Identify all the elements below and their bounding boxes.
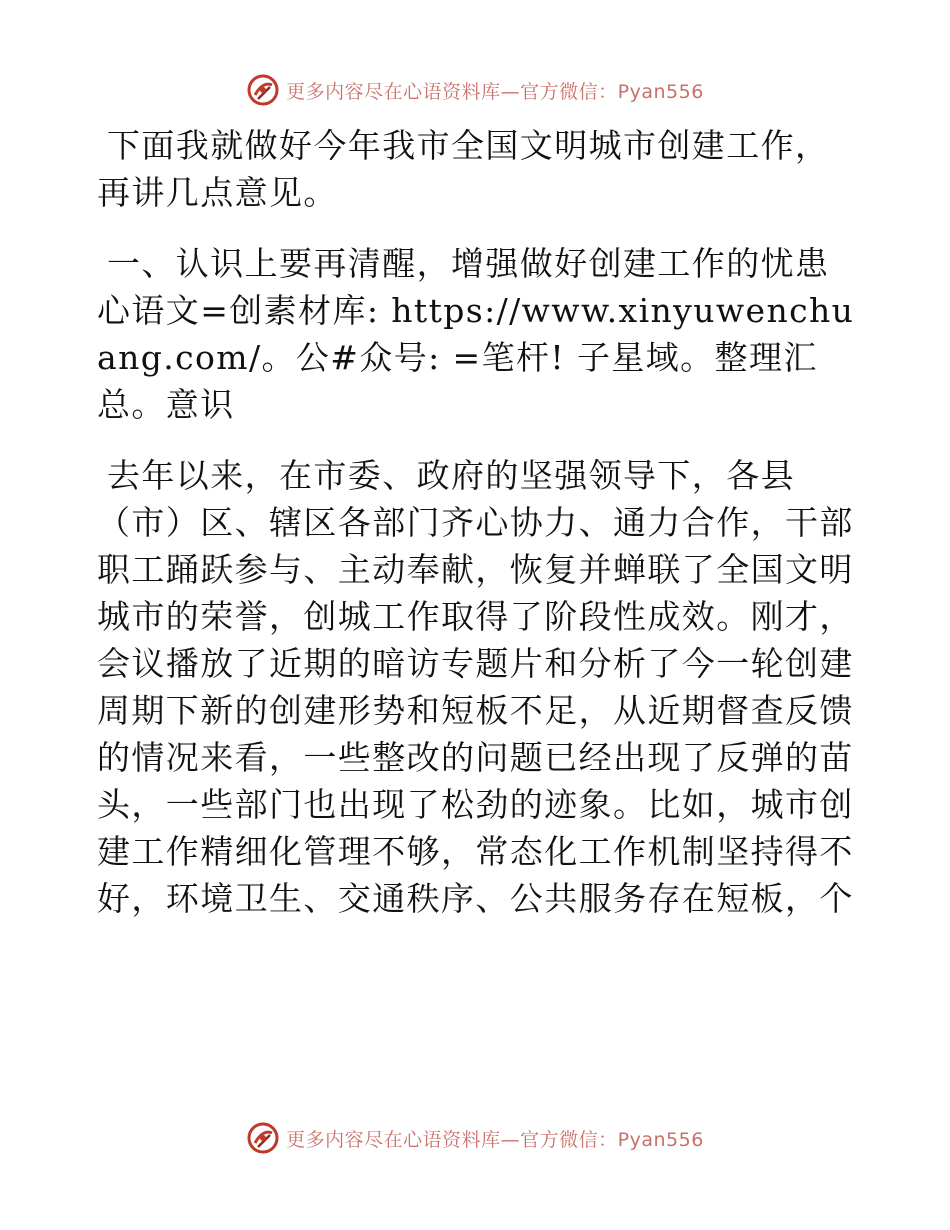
header-banner bbox=[0, 70, 950, 110]
footer-banner bbox=[0, 1118, 950, 1158]
paragraph-intro: 下面我就做好今年我市全国文明城市创建工作，再讲几点意见。 bbox=[97, 126, 830, 212]
footer-banner-text: 更多内容尽在心语资料库—官方微信：Pyan556 bbox=[286, 1128, 704, 1151]
seal-logo-icon bbox=[246, 1121, 280, 1155]
paragraph-section-heading: 一、认识上要再清醒，增强做好创建工作的忧患心语文=创素材库: https://www.xinyuwenchuang.com/。公#众号: =笔杆! 子星域。整理汇总。意识 bbox=[97, 244, 855, 424]
header-banner-text: 更多内容尽在心语资料库—官方微信：Pyan556 bbox=[286, 80, 704, 103]
seal-logo-icon bbox=[246, 73, 280, 107]
paragraph-body: 去年以来，在市委、政府的坚强领导下，各县（市）区、辖区各部门齐心协力、通力合作，干部职工踊跃参与、主动奉献，恢复并蝉联了全国文明城市的荣誉，创城工作取得了阶段性成效。刚才，会议播放了近期的暗访专题片和分析了今一轮创建周期下新的创建形势和短板不足，从近期督查反馈的情况来看，一些整改的问题已经出现了反弹的苗头，一些部门也出现了松劲的迹象。比如，城市创建工作精细化管理不够，常态化工作机制坚持得不好，环境卫生、交通秩序、公共服务存在短板，个 bbox=[97, 456, 854, 918]
document-body bbox=[97, 122, 857, 946]
